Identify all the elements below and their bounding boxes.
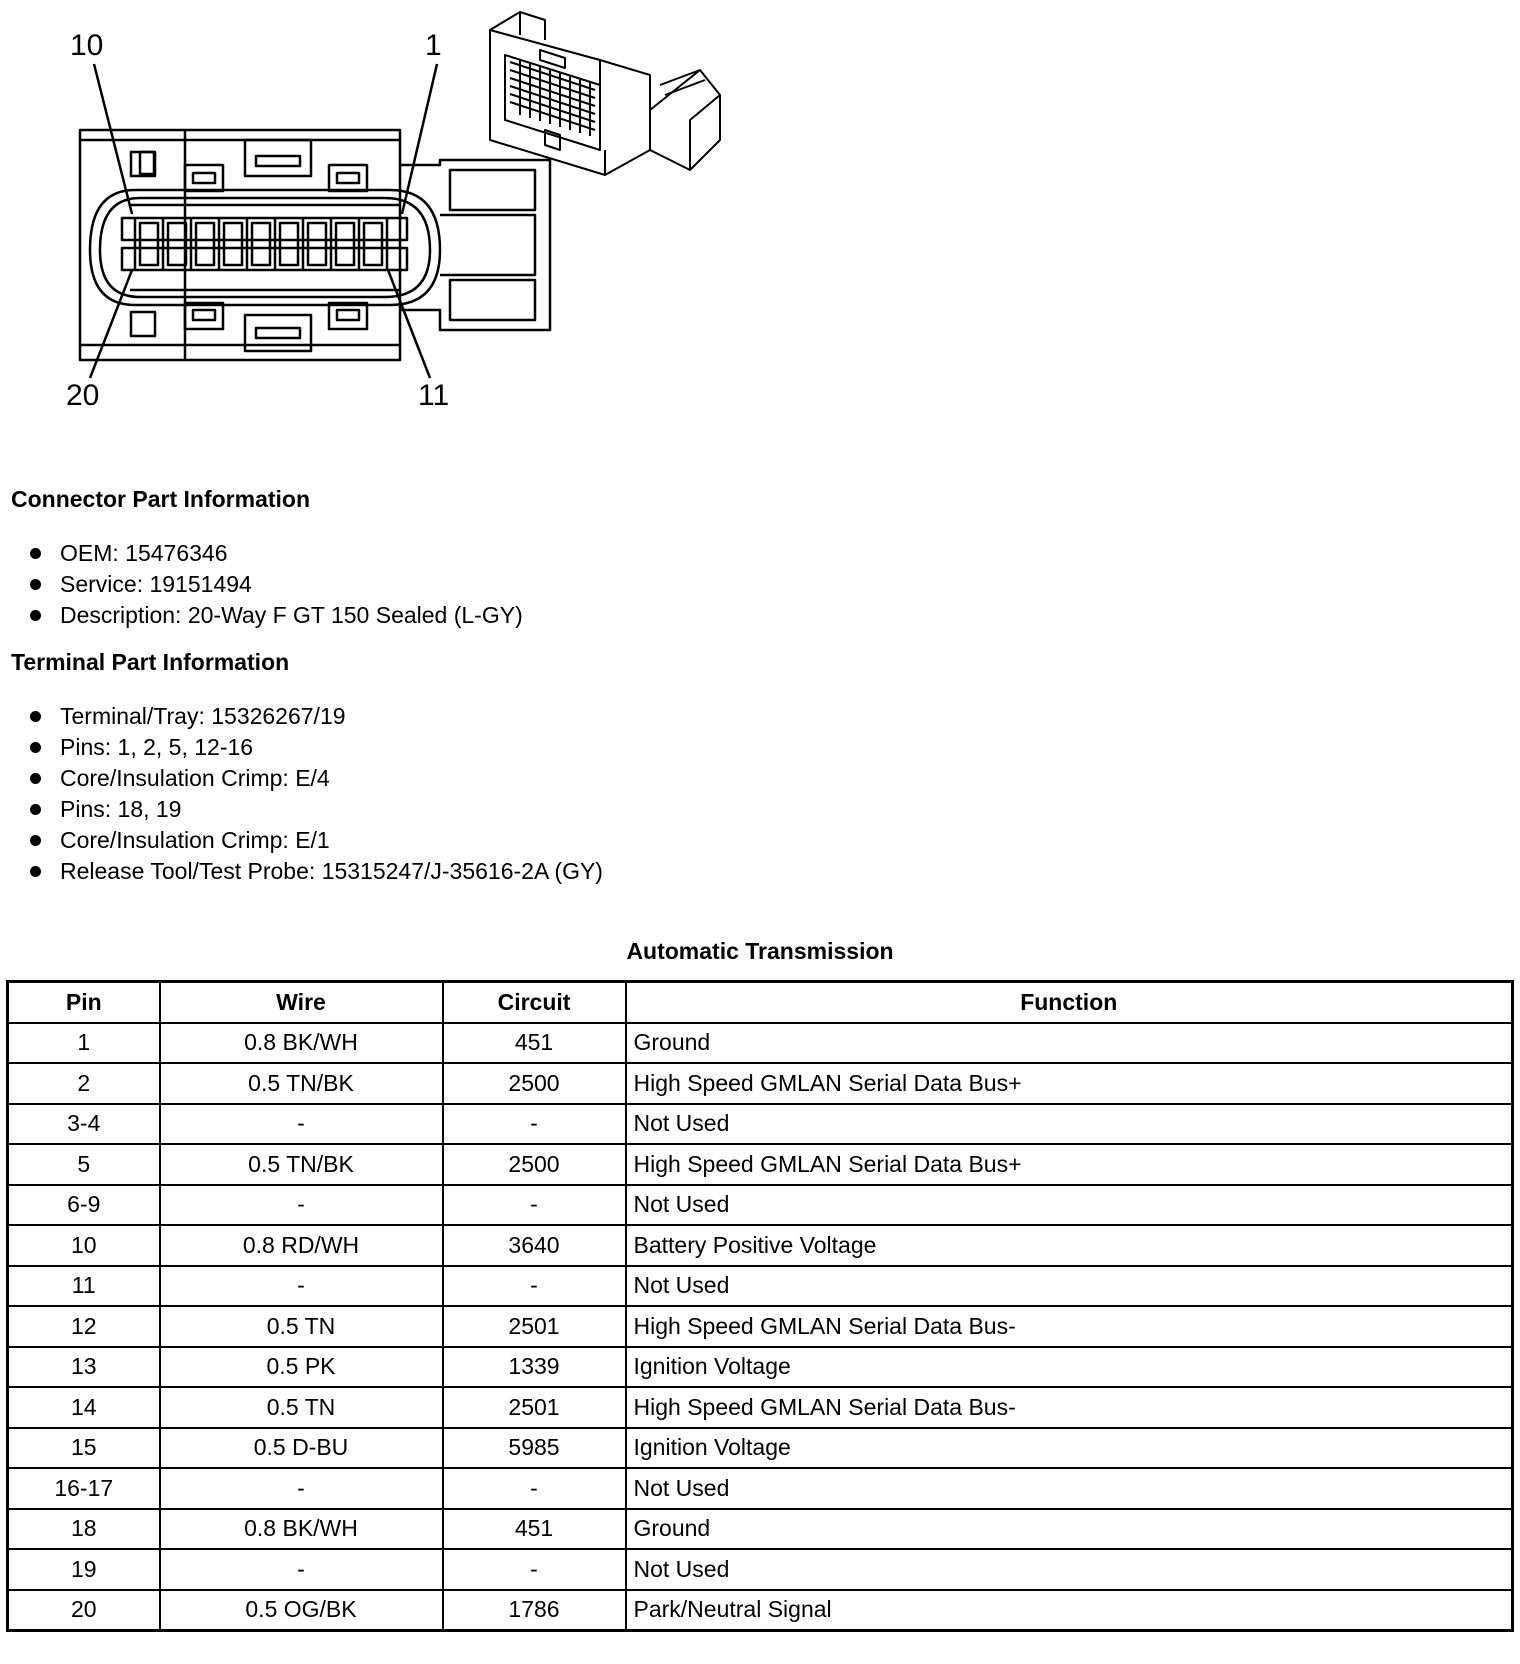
cell-function: Ignition Voltage: [626, 1428, 1513, 1469]
cell-circuit: 3640: [443, 1225, 626, 1266]
table-row: [8, 1387, 1513, 1428]
table-row: [8, 1185, 1513, 1226]
cell-pin: 19: [8, 1549, 160, 1590]
terminal-cavities: [122, 218, 407, 270]
cell-function: Park/Neutral Signal: [626, 1590, 1513, 1631]
table-row: [8, 1428, 1513, 1469]
cell-wire: 0.5 D-BU: [160, 1428, 443, 1469]
cell-wire: 0.5 TN/BK: [160, 1144, 443, 1185]
cell-wire: 0.5 OG/BK: [160, 1590, 443, 1631]
cell-wire: -: [160, 1185, 443, 1226]
cell-function: High Speed GMLAN Serial Data Bus-: [626, 1306, 1513, 1347]
cell-function: Battery Positive Voltage: [626, 1225, 1513, 1266]
cell-function: Ignition Voltage: [626, 1347, 1513, 1388]
cell-wire: 0.5 PK: [160, 1347, 443, 1388]
table-row: [8, 1509, 1513, 1550]
header-function: Function: [626, 982, 1513, 1023]
cell-pin: 1: [8, 1023, 160, 1064]
leader-pin-1: [402, 64, 437, 214]
cell-function: Not Used: [626, 1104, 1513, 1145]
cell-function: Ground: [626, 1509, 1513, 1550]
connector-isometric-view: [490, 12, 720, 175]
table-row: [8, 1225, 1513, 1266]
cell-pin: 20: [8, 1590, 160, 1631]
cell-function: High Speed GMLAN Serial Data Bus+: [626, 1063, 1513, 1104]
cell-pin: 18: [8, 1509, 160, 1550]
cell-wire: 0.5 TN: [160, 1387, 443, 1428]
cell-wire: 0.5 TN: [160, 1306, 443, 1347]
cell-circuit: -: [443, 1104, 626, 1145]
cell-circuit: -: [443, 1549, 626, 1590]
table-row: [8, 1347, 1513, 1388]
connector-rear-extension: [400, 160, 550, 330]
cell-pin: 16-17: [8, 1468, 160, 1509]
cell-wire: -: [160, 1266, 443, 1307]
pin-label-1: 1: [425, 29, 442, 62]
cell-wire: -: [160, 1104, 443, 1145]
table-row: [8, 1468, 1513, 1509]
cell-circuit: 2501: [443, 1306, 626, 1347]
cell-circuit: -: [443, 1266, 626, 1307]
cell-pin: 2: [8, 1063, 160, 1104]
cell-pin: 3-4: [8, 1104, 160, 1145]
cell-circuit: 451: [443, 1509, 626, 1550]
cell-wire: -: [160, 1468, 443, 1509]
cell-function: Not Used: [626, 1185, 1513, 1226]
table-row: [8, 1144, 1513, 1185]
table-row: [8, 1306, 1513, 1347]
cell-function: Not Used: [626, 1468, 1513, 1509]
cell-function: Not Used: [626, 1266, 1513, 1307]
header-wire: Wire: [160, 982, 443, 1023]
connector-face-diagram: [0, 0, 740, 420]
cell-circuit: -: [443, 1468, 626, 1509]
pin-label-10: 10: [70, 29, 104, 62]
pin-function-table: [6, 980, 1514, 1632]
list-item: Pins: 1, 2, 5, 12-16: [30, 732, 603, 763]
list-item: Core/Insulation Crimp: E/4: [30, 763, 603, 794]
cell-pin: 15: [8, 1428, 160, 1469]
table-row: [8, 1023, 1513, 1064]
cell-pin: 11: [8, 1266, 160, 1307]
pin-label-20: 20: [66, 379, 100, 412]
table-row: [8, 1590, 1513, 1631]
list-item: Service: 19151494: [30, 569, 523, 600]
cell-wire: 0.8 BK/WH: [160, 1023, 443, 1064]
cell-pin: 12: [8, 1306, 160, 1347]
cell-pin: 13: [8, 1347, 160, 1388]
table-row: [8, 1549, 1513, 1590]
table-row: [8, 1266, 1513, 1307]
cell-pin: 10: [8, 1225, 160, 1266]
cell-circuit: 2500: [443, 1144, 626, 1185]
list-item: Pins: 18, 19: [30, 794, 603, 825]
header-pin: Pin: [8, 982, 160, 1023]
cell-circuit: 2500: [443, 1063, 626, 1104]
cell-pin: 6-9: [8, 1185, 160, 1226]
cell-wire: 0.5 TN/BK: [160, 1063, 443, 1104]
table-title: Automatic Transmission: [626, 938, 894, 964]
cell-function: Ground: [626, 1023, 1513, 1064]
cell-circuit: 5985: [443, 1428, 626, 1469]
list-item: Description: 20-Way F GT 150 Sealed (L-GY): [30, 600, 523, 631]
list-item: Terminal/Tray: 15326267/19: [30, 701, 603, 732]
cell-function: High Speed GMLAN Serial Data Bus+: [626, 1144, 1513, 1185]
terminal-part-info-heading: Terminal Part Information: [11, 649, 290, 675]
pin-label-11: 11: [418, 379, 450, 412]
cell-circuit: 1786: [443, 1590, 626, 1631]
list-item: OEM: 15476346: [30, 538, 523, 569]
connector-part-info-list: [30, 538, 523, 631]
cell-pin: 5: [8, 1144, 160, 1185]
cell-circuit: 451: [443, 1023, 626, 1064]
table-header-row: [8, 982, 1513, 1023]
list-item: Core/Insulation Crimp: E/1: [30, 825, 603, 856]
cell-wire: 0.8 RD/WH: [160, 1225, 443, 1266]
header-circuit: Circuit: [443, 982, 626, 1023]
cell-function: Not Used: [626, 1549, 1513, 1590]
table-row: [8, 1063, 1513, 1104]
connector-part-info-heading: Connector Part Information: [11, 486, 311, 512]
cell-circuit: 2501: [443, 1387, 626, 1428]
cell-wire: 0.8 BK/WH: [160, 1509, 443, 1550]
cell-circuit: 1339: [443, 1347, 626, 1388]
terminal-part-info-list: [30, 701, 603, 887]
cell-pin: 14: [8, 1387, 160, 1428]
leader-pin-11: [388, 270, 430, 378]
list-item: Release Tool/Test Probe: 15315247/J-35616-2A (GY): [30, 856, 603, 887]
cell-circuit: -: [443, 1185, 626, 1226]
cell-wire: -: [160, 1549, 443, 1590]
table-row: [8, 1104, 1513, 1145]
cell-function: High Speed GMLAN Serial Data Bus-: [626, 1387, 1513, 1428]
